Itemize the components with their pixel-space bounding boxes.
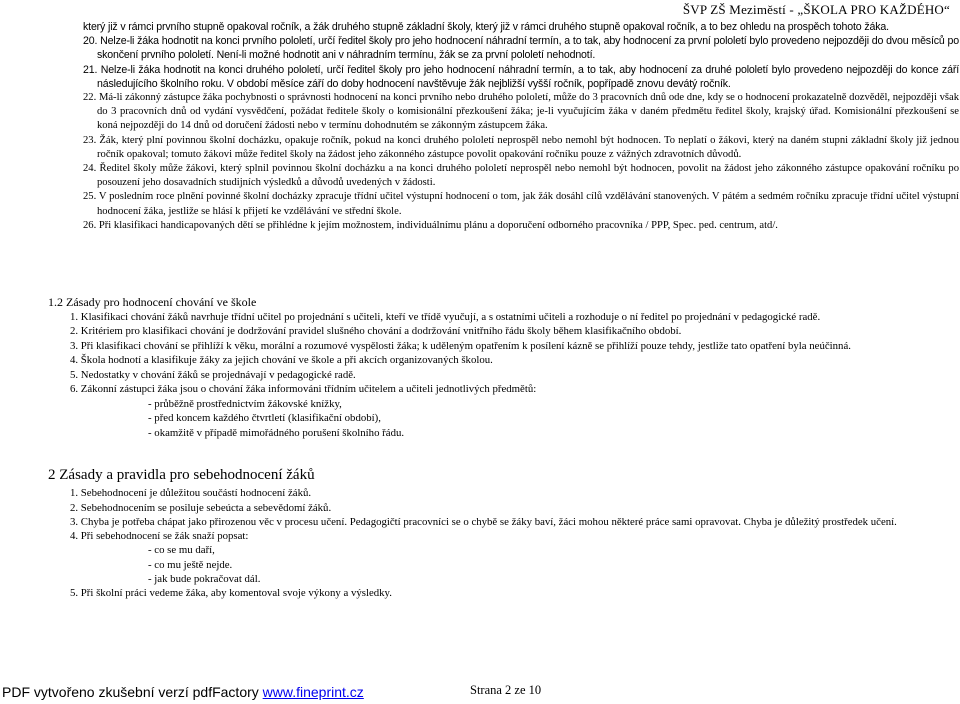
pdf-footer (2, 684, 364, 700)
list-item: 3. Chyba je potřeba chápat jako přirozenou věc v procesu učení. Pedagogičtí pracovníci se o chybě se žáky baví, žáci mohou některé práce sami opravovat. Chyba je důležitý prostředek učení. (70, 515, 897, 528)
section-title: 1.2 Zásady pro hodnocení chování ve škole (48, 295, 257, 309)
paragraph-continuation: který již v rámci prvního stupně opakoval ročník, a žák druhého stupně základní školy, který již v rámci druhého stupně opakoval ročník, a to bez ohledu na prospěch tohoto žáka. (83, 21, 889, 33)
section-title: 2 Zásady a pravidla pro sebehodnocení žáků (48, 467, 315, 483)
paragraph-25: 25. V posledním roce plnění povinné školní docházky zpracuje třídní učitel výstupní hodnocení o tom, jak žák dosáhl cílů vzdělávání stanovených. V pátém a sedmém ročníku zpracuje třídní učitel výstupní hodnocení žáka, jestliže se hlásí k přijetí ke vzdělávání ve střední škole. (83, 191, 959, 217)
bullet-item: - co se mu daří, (148, 544, 215, 557)
paragraph-20: 20. Nelze-li žáka hodnotit na konci prvního pololetí, určí ředitel školy pro jeho hodnocení náhradní termín, a to tak, aby hodnocení za první pololetí bylo provedeno nejpozději do dvou měsíců po skončení prvního pololetí. Není-li možné hodnotit ani v náhradním termínu, žák se za první pololetí nehodnotí. (83, 35, 959, 62)
bullet-item: - co mu ještě nejde. (148, 558, 233, 571)
page-header: ŠVP ZŠ Meziměstí - „ŠKOLA PRO KAŽDÉHO“ (682, 2, 950, 17)
bullet-item: - jak bude pokračovat dál. (148, 573, 261, 586)
bullet-item: - před koncem každého čtvrtletí (klasifikační období), (148, 412, 381, 424)
list-item: 4. Při sebehodnocení se žák snaží popsat: (70, 530, 249, 543)
page-number: Strana 2 ze 10 (470, 683, 542, 697)
paragraph-22: 22. Má-li zákonný zástupce žáka pochybnosti o správnosti hodnocení na konci prvního nebo druhého pololetí, může do 3 pracovních dnů ode dne, kdy se o hodnocení prokazatelně dozvěděl, nejpozději však do 3 pracovních dnů od vydání vysvědčení, požádat ředitele školy o komisionální přezkoušení žáka; je-li vyučujícím žáka v daném předmětu ředitel školy, krajský úřad. Komisionální přezkoušení se koná nejpozději do 14 dnů od doručení žádosti nebo v termínu dohodnutém se zákonným zástupcem žáka. (83, 92, 959, 132)
list-continuation (83, 20, 959, 233)
list-item: 6. Zákonní zástupci žáka jsou o chování žáka informováni třídním učitelem a učiteli jednotlivých předmětů: (70, 383, 537, 395)
list-item: 2. Sebehodnocením se posiluje sebeúcta a sebevědomí žáků. (70, 501, 332, 514)
paragraph-26: 26. Při klasifikaci handicapovaných dětí se přihlédne k jejím možnostem, individuálnímu plánu a doporučení odborného pracovníka / PPP, Spec. ped. centrum, atd/. (83, 219, 778, 231)
paragraph-21: 21. Nelze-li žáka hodnotit na konci druhého pololetí, určí ředitel školy pro jeho hodnocení náhradní termín, a to tak, aby hodnocení za druhé pololetí bylo provedeno nejpozději do konce září následujícího školního roku. V období měsíce září do doby hodnocení navštěvuje žák nejbližší vyšší ročník, popřípadě znovu devátý ročník. (83, 63, 959, 90)
list-item: 4. Škola hodnotí a klasifikuje žáky za jejich chování ve škole a při akcích organizovaných školou. (70, 354, 493, 366)
list-item: 1. Klasifikaci chování žáků navrhuje třídní učitel po projednání s učiteli, kteří ve třídě vyučují, a s ostatními učiteli a rozhoduje o ní ředitel po projednání v pedagogické radě. (70, 310, 821, 323)
bullet-item: - okamžitě v případě mimořádného porušení školního řádu. (148, 426, 405, 439)
list-item: 3. Při klasifikaci chování se přihlíží k věku, morální a rozumové vyspělosti žáka; k uděleným opatřením k posílení kázně se přihlíží pouze tehdy, jestliže tato opatření byla neúčinná. (70, 339, 851, 352)
fineprint-link[interactable]: www.fineprint.cz (262, 684, 364, 700)
pdf-footer-text: PDF vytvořeno zkušební verzí pdfFactory (2, 684, 263, 700)
section-behavior (48, 295, 960, 440)
bullet-item: - průběžně prostřednictvím žákovské knížky, (148, 397, 342, 410)
paragraph-23: 23. Žák, který plní povinnou školní docházku, opakuje ročník, pokud na konci druhého pololetí neprospěl nebo nemohl být hodnocen. To neplatí o žákovi, který na daném stupni základní školy již jednou ročník opakoval; tomuto žákovi může ředitel školy na žádost jeho zákonného zástupce povolit opakování ročníku pouze z vážných zdravotních důvodů. (83, 134, 959, 160)
list-item: 1. Sebehodnocení je důležitou součástí hodnocení žáků. (70, 487, 312, 500)
section-self-assessment (48, 468, 960, 601)
list-item: 5. Při školní práci vedeme žáka, aby komentoval svoje výkony a výsledky. (70, 587, 392, 600)
paragraph-24: 24. Ředitel školy může žákovi, který splnil povinnou školní docházku a na konci druhého pololetí neprospěl nebo nemohl být hodnocen, povolit na žádost jeho zákonného zástupce opakování ročníku po posouzení jeho dosavadních studijních výsledků a důvodů uvedených v žádosti. (83, 163, 959, 189)
list-item: 2. Kritériem pro klasifikaci chování je dodržování pravidel slušného chování a dodržování vnitřního řádu školy během klasifikačního období. (70, 325, 682, 337)
list-item: 5. Nedostatky v chování žáků se projednávají v pedagogické radě. (70, 368, 356, 381)
